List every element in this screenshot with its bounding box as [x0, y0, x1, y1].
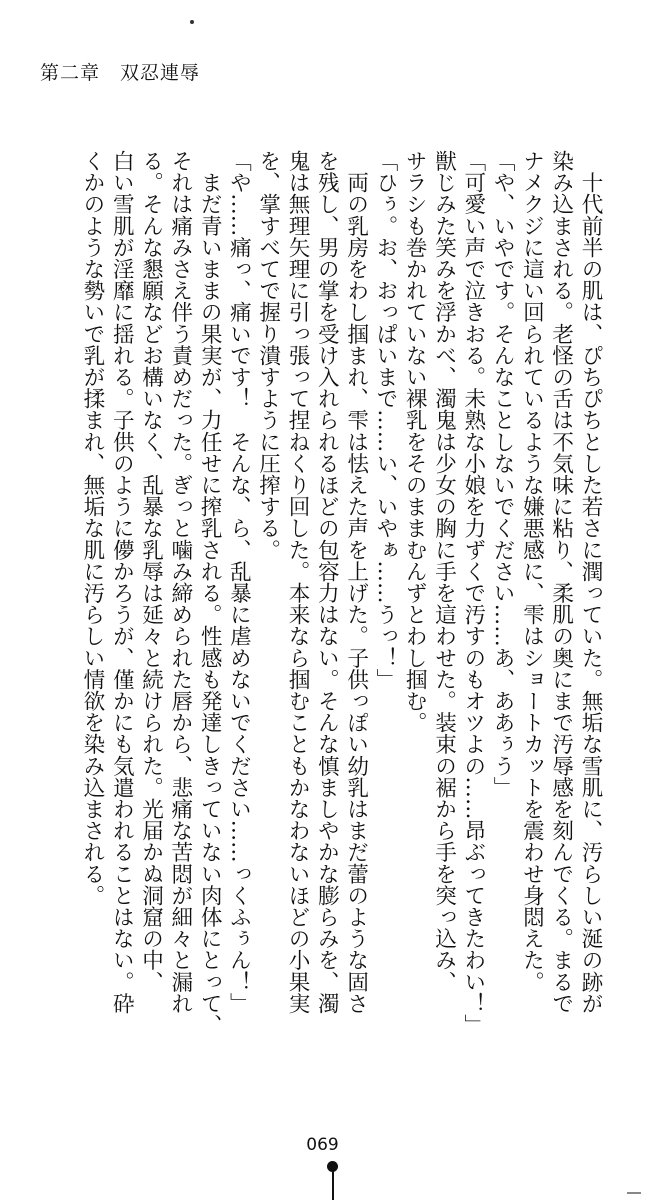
text-column: 白い雪肌が淫靡に揺れる。子供のように儚かろうが、僅かにも気遣われることはない。砕 [109, 150, 135, 1014]
text-column: る。そんな懇願などお構いなく、乱暴な乳辱は延々と続けられた。光届かぬ洞窟の中、 [138, 150, 164, 993]
page-number: 069 [306, 1135, 339, 1155]
text-column: 「や……痛っ、痛いです！ そんな、ら、乱暴に虐めないでください……っくふぅん！」 [226, 150, 252, 1014]
print-speck [190, 20, 194, 24]
text-column: 鬼は無理矢理に引っ張って捏ねくり回した。本来なら掴むこともかなわないほどの小果実 [285, 150, 311, 1014]
text-column: 染み込まされる。老怪の舌は不気味に粘り、柔肌の奥にまで汚辱感を刻んでくる。まるで [548, 150, 574, 1014]
text-column: くかのような勢いで乳が揉まれ、無垢な肌に汚らしい情欲を染み込まされる。 [79, 150, 105, 906]
text-column: 「可愛い声で泣きおる。未熟な小娘を力ずくで汚すのもオツよの……昂ぶってきたわい！」 [460, 150, 486, 1036]
text-column: ナメクジに這い回られているような嫌悪感に、雫はショートカットを震わせ身悶えた。 [519, 150, 545, 993]
text-column: まだ青いままの果実が、力任せに搾乳される。性感も発達しきっていない肉体にとって、 [197, 150, 223, 1036]
running-head: 第二章 双忍連辱 [40, 62, 201, 84]
text-column: 十代前半の肌は、ぴちぴちとした若さに潤っていた。無垢な雪肌に、汚らしい涎の跡が [578, 150, 603, 1014]
folio-rule [332, 1170, 334, 1200]
text-column: を、掌すべてで握り潰すように圧搾する。 [255, 150, 281, 561]
text-column: 「ひぅ。お、おっぱいまで……い、いやぁ……うっ！」 [372, 150, 398, 690]
text-column: を残し、男の掌を受け入れられるほどの包容力はない。そんな慎ましやかな膨らみを、濁 [314, 150, 340, 1014]
text-column: サラシも巻かれていない裸乳をそのままむんずとわし掴む。 [402, 150, 428, 734]
text-column: 「や、いやです。そんなことしないでください……あ、ああぅう」 [490, 150, 516, 798]
text-column: 獣じみた笑みを浮かべ、濁鬼は少女の胸に手を這わせた。装束の裾から手を突っ込み、 [431, 150, 457, 993]
corner-mark [627, 1192, 641, 1194]
body-text [78, 150, 605, 1125]
text-column: それは痛みさえ伴う責めだった。ぎっと噛み締められた唇から、悲痛な苦悶が細々と漏れ [167, 150, 193, 1014]
text-column: 両の乳房をわし掴まれ、雫は怯えた声を上げた。子供っぽい幼乳はまだ蕾のような固さ [343, 150, 369, 1014]
